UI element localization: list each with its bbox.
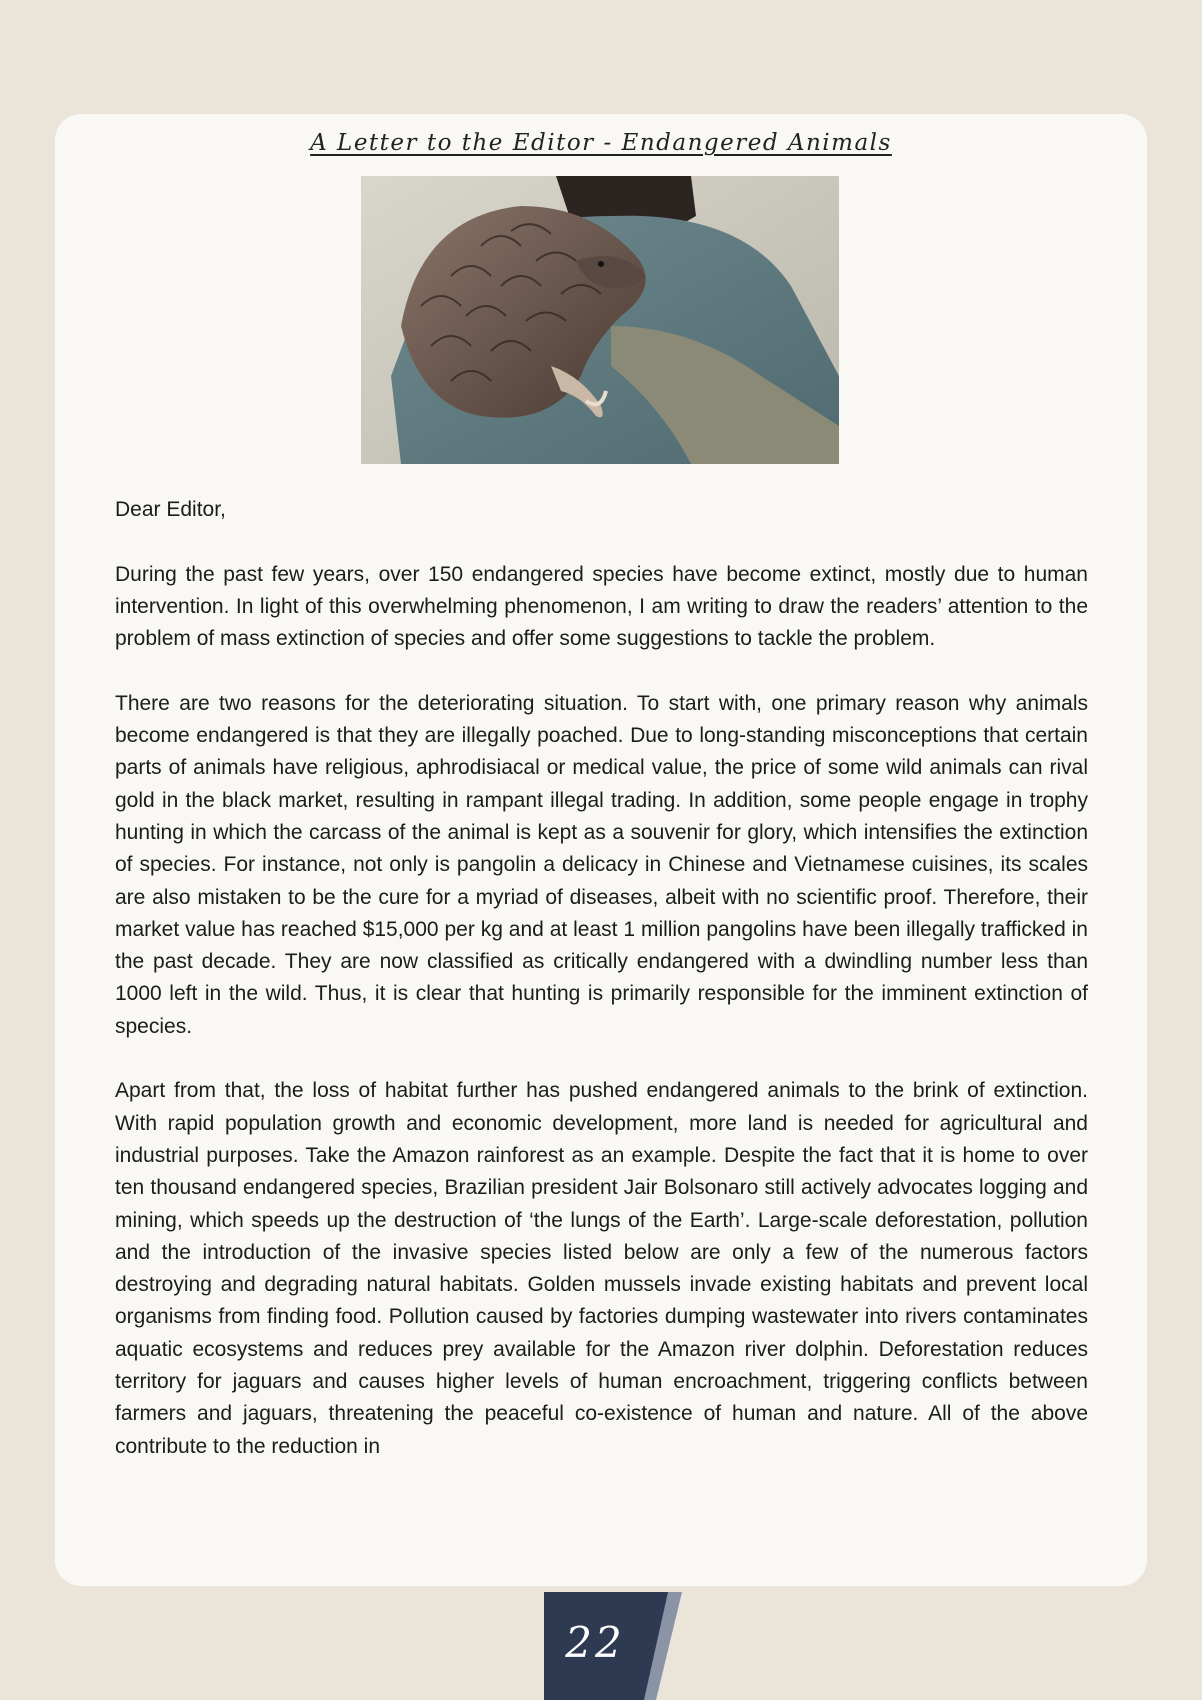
pangolin-photo [361,176,839,464]
pangolin-image [361,176,839,464]
letter-body [115,494,1088,1495]
page-number: 22 [565,1618,625,1667]
page-card [55,114,1147,1586]
paragraph-habitat: Apart from that, the loss of habitat further has pushed endangered animals to the brink of extinction. With rapid population growth and economic development, more land is needed for agricultural and industrial purposes. Take the Amazon rainforest as an example. Despite the fact that it is home to over ten thousand endangered species, Brazilian president Jair Bolsonaro still actively advocates logging and mining, which speeds up the destruction of ‘the lungs of the Earth’. Large-scale deforestation, pollution and the introduction of the invasive species listed below are only a few of the numerous factors destroying and degrading natural habitats. Golden mussels invade existing habitats and prevent local organisms from finding food. Pollution caused by factories dumping wastewater into rivers contaminates aquatic ecosystems and reduces prey available for the Amazon river dolphin. Deforestation reduces territory for jaguars and causes higher levels of human encroachment, triggering conflicts between farmers and jaguars, threatening the peaceful co-existence of human and nature. All of the above contribute to the reduction in [115,1079,1088,1458]
paragraph-poaching: There are two reasons for the deteriorating situation. To start with, one primary reason why animals become endangered is that they are illegally poached. Due to long-standing misconceptions that certain parts of animals have religious, aphrodisiacal or medical value, the price of some wild animals can rival gold in the black market, resulting in rampant illegal trading. In addition, some people engage in trophy hunting in which the carcass of the animal is kept as a souvenir for glory, which intensifies the extinction of species. For instance, not only is pangolin a delicacy in Chinese and Vietnamese cuisines, its scales are also mistaken to be the cure for a myriad of diseases, albeit with no scientific proof. Therefore, their market value has reached $15,000 per kg and at least 1 million pangolins have been illegally trafficked in the past decade. They are now classified as critically endangered with a dwindling number less than 1000 left in the wild. Thus, it is clear that hunting is primarily responsible for the imminent extinction of species. [115,691,1088,1038]
letter-title: A Letter to the Editor - Endangered Animals [310,130,892,156]
salutation: Dear Editor, [115,498,226,521]
paragraph-intro: During the past few years, over 150 endangered species have become extinct, mostly due to human intervention. In light of this overwhelming phenomenon, I am writing to draw the readers’ attention to the problem of mass extinction of species and offer some suggestions to tackle the problem. [115,562,1088,651]
